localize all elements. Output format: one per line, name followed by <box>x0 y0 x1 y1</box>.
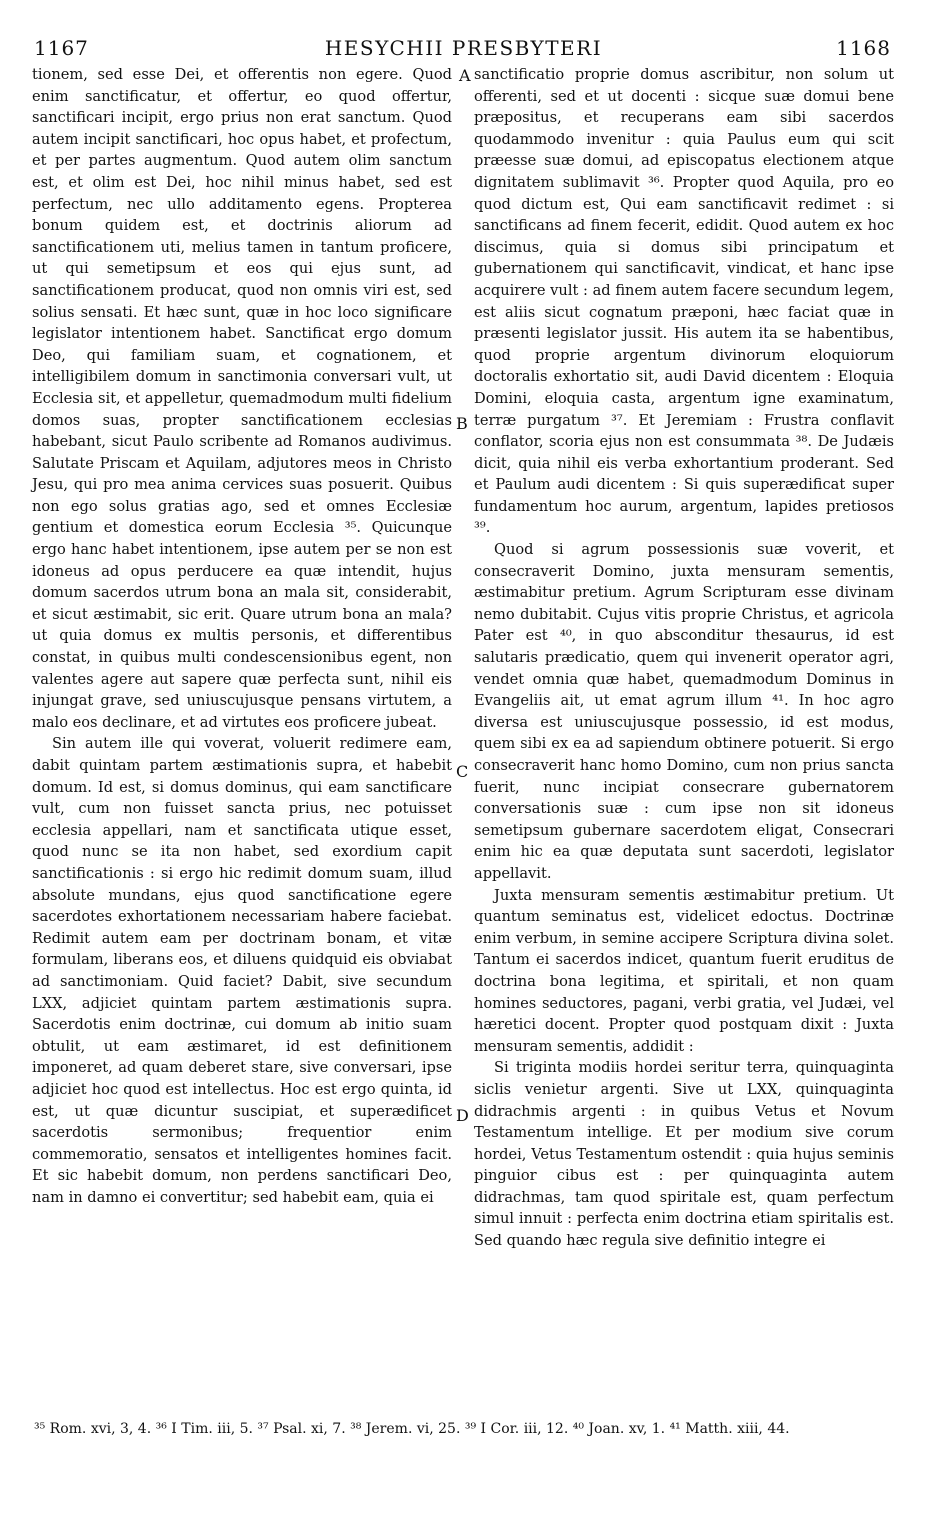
running-title: HESYCHII PRESBYTERI <box>324 36 603 60</box>
left-page-number: 1167 <box>34 36 89 60</box>
margin-letter-c: C <box>456 762 469 781</box>
margin-letter-b: B <box>456 414 468 433</box>
right-column <box>474 64 894 1252</box>
margin-letter-a: A <box>459 66 471 85</box>
paragraph: tionem, sed esse Dei, et offerentis non egere. Quod enim sanctificatur, et offertur, eo quod offertur, sanctificari incipit, ergo prius non erat sanctum. Quod autem incipit sanctificari, hoc opus habet, et profectum, et per partes augmentum. Quod autem olim sanctum est, et olim est Dei, hoc nihil minus habet, sed est perfectum, nec ullo additamento egens. Propterea bonum quidem est, et doctrinis aliorum ad sanctificationem uti, melius tamen in tantum proficere, ut qui semetipsum et eos qui ejus sunt, ad sanctificationem producat, quod non omnis viri est, sed solius sensati. Et hæc sunt, quæ in hoc loco significare legislator intentionem habet. Sanctificat ergo domum Deo, qui familiam suam, et cognationem, et intelligibilem domum in sanctimonia conversari vult, ut Ecclesia sit, et appelletur, quemadmodum multi fidelium domos suas, propter sanctificationem ecclesias habebant, sicut Paulo scribente ad Romanos audivimus. Salutate Priscam et Aquilam, adjutores meos in Christo Jesu, qui pro mea anima cervices suas posuerit. Quibus non ego solus gratias ago, sed et omnes Ecclesiæ gentium et domestica eorum Ecclesia ³⁵. Quicunque ergo hanc habet intentionem, ipse autem per se non est idoneus ad opus perducere ea quæ intendit, hujus domum sacerdos utrum bona an mala sit, considerabit, et sicut æstimabit, sic erit. Quare utrum bona an mala? ut quia domus ex multis personis, et differentibus constat, in quibus multi condescensionibus egent, non valentes agere aut sapere quæ perfecta sunt, nihil eis injungat grave, sed uniuscujusque pensans virtutem, a malo eos declinare, et ad virtutes eos proficere jubeat. <box>32 66 452 731</box>
paragraph: sanctificatio proprie domus ascribitur, non solum ut offerenti, sed et ut docenti : sicque suæ domui bene præpositus, et recuperans eam sibi sacerdos quodammodo invenitur : quia Paulus eum qui scit præesse suæ domui, ad episcopatus electionem atque dignitatem sublimavit ³⁶. Propter quod Aquila, pro eo quod dictum est, Qui eam sanctificavit redimet : si sanctificans ad finem fecerit, edidit. Quod autem ex hoc discimus, quia si domus sibi principatum et gubernationem qui sanctificavit, vindicat, et hanc ipse acquirere vult : ad finem autem facere secundum legem, est aliis sicut cognatum præponi, hæc faciat quæ in præsenti legislator jussit. His autem ita se habentibus, quod proprie argentum divinorum eloquiorum doctoralis exhortatio sit, audi David dicentem : Eloquia Domini, eloquia casta, argentum igne examinatum, terræ purgatum ³⁷. Et Jeremiam : Frustra conflavit conflator, scoria ejus non est consummata ³⁸. De Judæis dicit, quia nihil eis verba exhortantium proderant. Sed et Paulum audi dicentem : Si quis superædificat super fundamentum hoc aurum, argentum, lapides pretiosos ³⁹. <box>474 66 894 537</box>
paragraph: Sin autem ille qui voverat, voluerit redimere eam, dabit quintam partem æstimationis supra, et habebit domum. Id est, si domus dominus, qui eam sanctificare vult, cum non fuisset sancta prius, nec potuisset ecclesia appellari, nam et sanctificata utique esset, quod nunc se ita non habet, sed exordium capit sanctificationis : si ergo hic redimit domum suam, illud absolute mundans, ejus quod sanctificatione egere sacerdotes exhortationem necessariam habere faciebat. Redimit autem eam per doctrinam bonam, et vitæ formulam, liberans eos, et diluens quidquid eis obviabat ad sanctimoniam. Quid faciet? Dabit, sive secundum LXX, adjiciet quintam partem æstimationis supra. Sacerdotis enim doctrinæ, cui domum ab initio suam obtulit, ut eam æstimaret, id est definitionem imponeret, ad quam deberet stare, sive conversari, ipse adjiciet hoc quod est intellectus. Hoc est ergo quinta, id est, ut quæ dicuntur suscipiat, et superædificet sacerdotis sermonibus; frequentior enim commemoratio, sensatos et intelligentes homines facit. Et sic habebit domum, non perdens sanctificari Deo, nam in damno ei convertitur; sed habebit eam, quia ei <box>32 735 452 1206</box>
footnotes: ³⁵ Rom. xvi, 3, 4. ³⁶ I Tim. iii, 5. ³⁷ Psal. xi, 7. ³⁸ Jerem. vi, 25. ³⁹ I Cor. iii, 12. ⁴⁰ Joan. xv, 1. ⁴¹ Matth. xiii, 44. <box>34 1421 790 1437</box>
paragraph: Quod si agrum possessionis suæ voverit, et consecraverit Domino, juxta mensuram sementis, æstimabitur pretium. Agrum Scripturam esse divinam nemo dubitabit. Cujus vitis proprie Christus, et agricola Pater est ⁴⁰, in quo absconditur thesaurus, id est salutaris prædicatio, quem qui invenerit operator agri, vendet omnia quæ habet, quemadmodum Dominus in Evangeliis ait, ut emat agrum illum ⁴¹. In hoc agro diversa est uniuscujusque possessio, id est modus, quem sibi ex ea ad sapiendum obtinere potuerit. Si ergo consecraverit hanc homo Domino, cum non prius sancta fuerit, nunc incipiat consecrare gubernatorem conversationis suæ : cum ipse non sit idoneus semetipsum gubernare sacerdotem eligat, Consecrari enim hic ea quæ deputata sunt sacerdoti, legislator appellavit. <box>474 541 894 882</box>
paragraph: Juxta mensuram sementis æstimabitur pretium. Ut quantum seminatus est, videlicet edoctus. Doctrinæ enim verbum, in semine accipere Scriptura divina solet. Tantum ei sacerdos indicet, quantum fuerit eruditus de doctrina bona legitima, et spiritali, et non quam homines seductores, pagani, verbi gratia, vel Judæi, vel hæretici docent. Propter quod postquam dixit : Juxta mensuram sementis, addidit : <box>474 886 894 1055</box>
left-column <box>32 64 452 1208</box>
right-page-number: 1168 <box>836 36 891 60</box>
margin-letter-d: D <box>456 1106 469 1125</box>
paragraph: Si triginta modiis hordei seritur terra, quinquaginta siclis venietur argenti. Sive ut LXX, quinquaginta didrachmis argenti : in quibus Vetus et Novum Testamentum intellige. Et per modium sive corum hordei, Vetus Testamentum ostendit : quia hujus seminis pinguior cibus est : per quinquaginta autem didrachmas, tam quod spiritale est, quam perfectum simul innuit : perfecta enim doctrina etiam spiritalis est. Sed quando hæc regula sive definitio integre ei <box>474 1059 894 1250</box>
